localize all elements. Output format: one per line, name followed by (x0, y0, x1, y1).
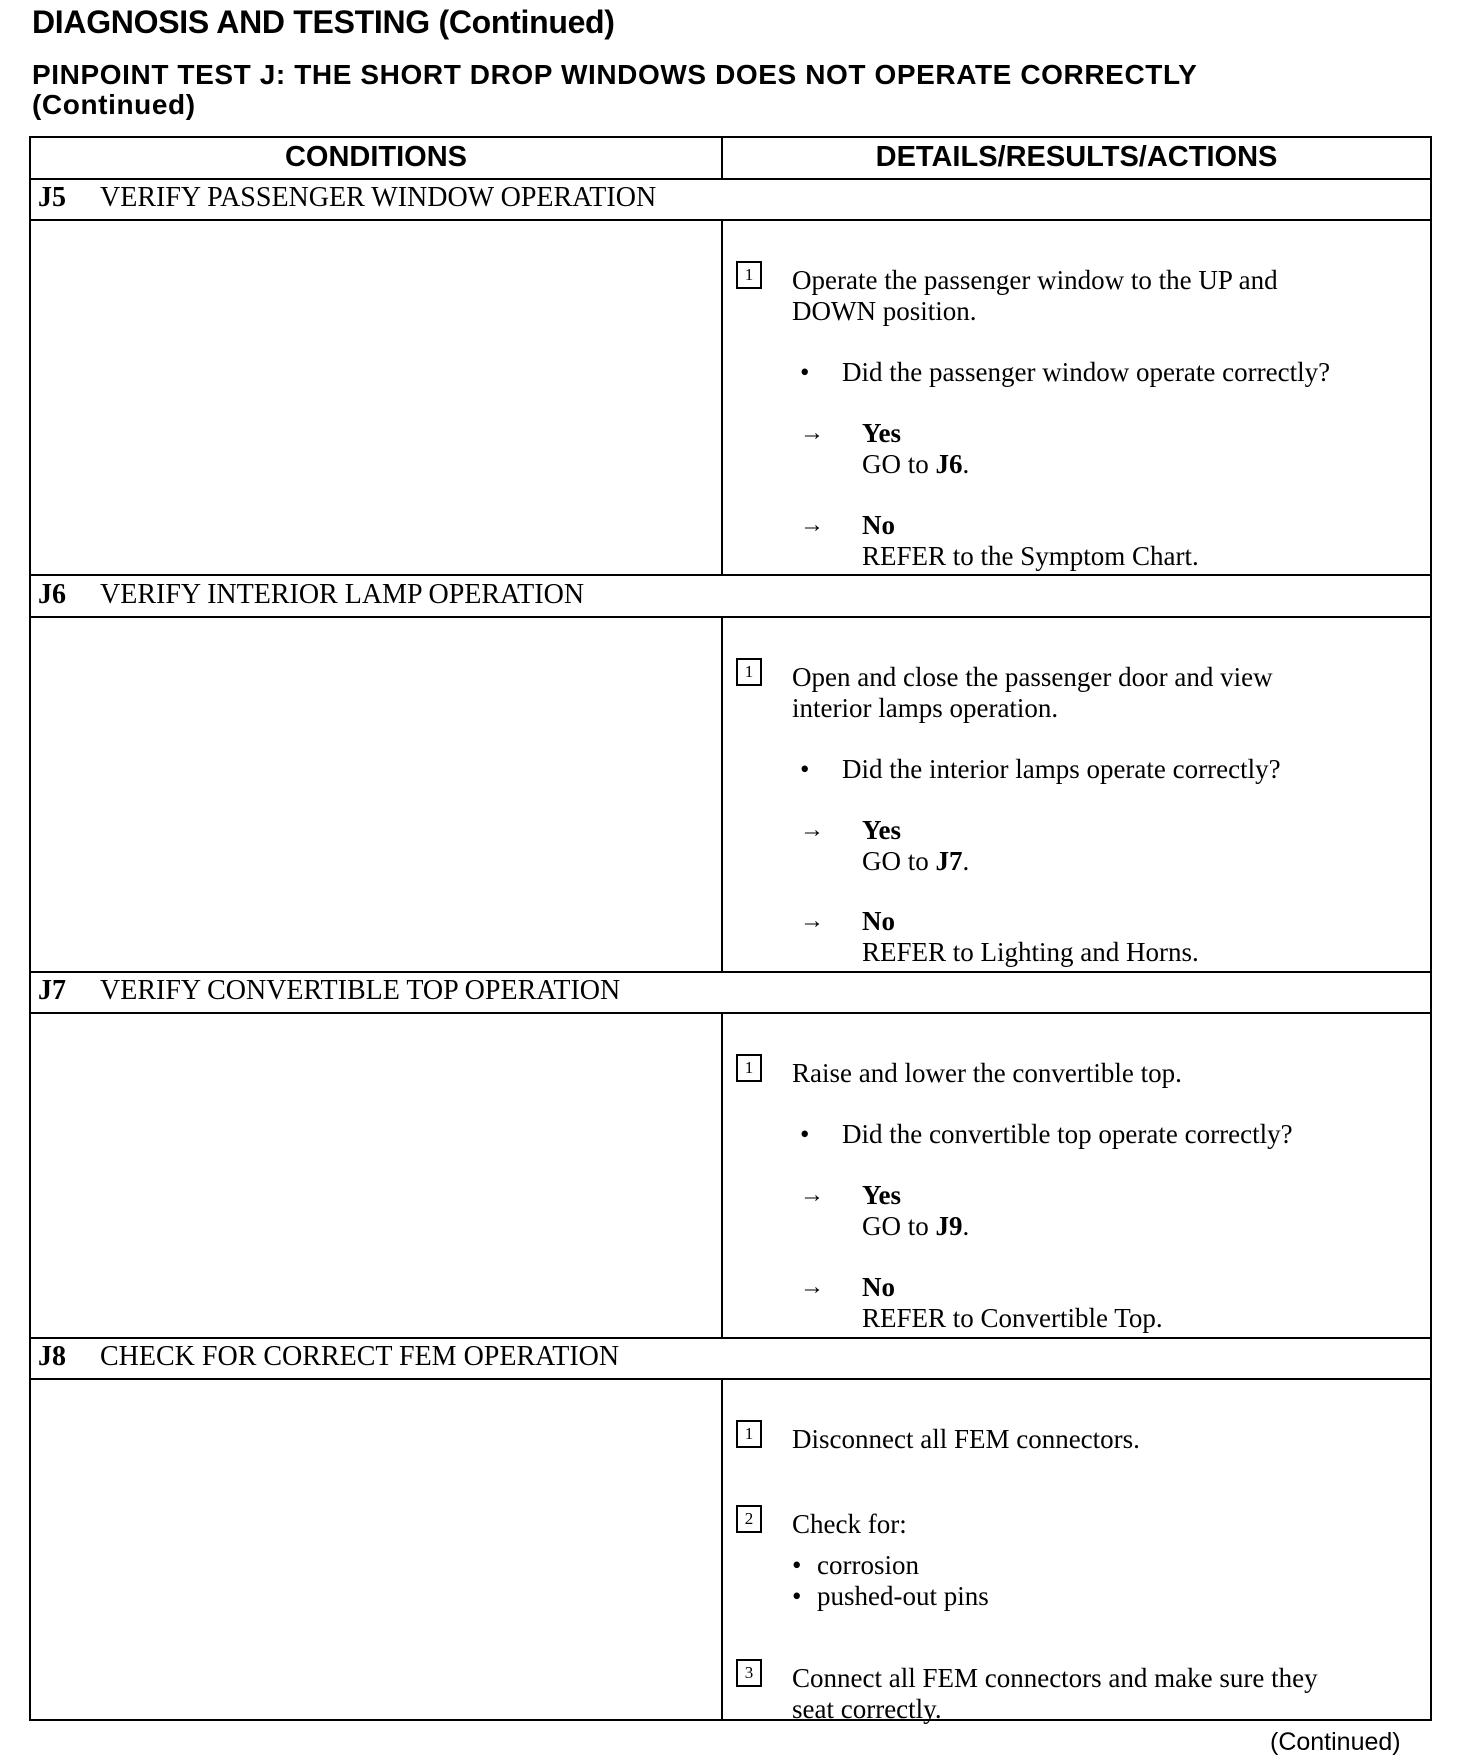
column-divider (721, 219, 723, 574)
action-text-line: Connect all FEM connectors and make sure they (792, 1663, 1318, 1693)
no-action: REFER to the Symptom Chart. (862, 541, 1199, 571)
step-id: J7 (38, 975, 66, 1006)
step-id: J5 (38, 182, 66, 213)
action-text: Check for: (792, 1509, 907, 1539)
column-divider (721, 616, 723, 971)
question-text: Did the convertible top operate correctly? (842, 1119, 1293, 1149)
yes-action: GO to J6. (862, 449, 970, 479)
step-title-j8 (38, 1337, 619, 1377)
yes-label: Yes (862, 418, 901, 448)
arrow-right-icon: → (800, 817, 824, 843)
action-text-line: interior lamps operation. (792, 693, 1059, 723)
action-text-line: DOWN position. (792, 296, 977, 326)
action-text (792, 1663, 1318, 1725)
action-text (792, 265, 1278, 327)
conditions-column-header: CONDITIONS (284, 141, 468, 173)
step-id: J8 (38, 1341, 66, 1372)
no-label: No (862, 906, 895, 936)
step-title-text: VERIFY INTERIOR LAMP OPERATION (100, 579, 585, 610)
no-label: No (862, 510, 895, 540)
action-number-box: 2 (736, 1505, 762, 1533)
step-title-j6 (38, 575, 584, 615)
continued-footer: (Continued) (1270, 1728, 1401, 1756)
arrow-right-icon: → (800, 512, 824, 538)
goto-step-link[interactable]: J6 (935, 449, 963, 479)
arrow-right-icon: → (800, 420, 824, 446)
step-title-text: CHECK FOR CORRECT FEM OPERATION (100, 1341, 620, 1372)
row-rule (29, 616, 1432, 618)
column-divider (721, 1012, 723, 1337)
no-result (862, 510, 1199, 572)
pinpoint-test-title (32, 60, 1197, 120)
action-text: Raise and lower the convertible top. (792, 1058, 1182, 1088)
yes-label: Yes (862, 1180, 901, 1210)
row-rule (29, 219, 1432, 221)
row-rule (29, 1378, 1432, 1380)
check-item: pushed-out pins (817, 1581, 989, 1611)
step-title-j5 (38, 178, 656, 218)
arrow-right-icon: → (800, 1274, 824, 1300)
action-number-box: 1 (736, 261, 762, 289)
arrow-right-icon: → (800, 1182, 824, 1208)
bullet-icon: • (800, 754, 810, 784)
yes-result (862, 815, 969, 877)
no-result (862, 906, 1199, 968)
action-text-line: Open and close the passenger door and view (792, 662, 1273, 692)
column-divider (721, 1378, 723, 1720)
action-number-box: 1 (736, 1420, 762, 1448)
action-number-box: 3 (736, 1659, 762, 1687)
bullet-icon: • (792, 1581, 802, 1611)
bullet-icon: • (800, 1119, 810, 1149)
goto-step-link[interactable]: J9 (935, 1211, 963, 1241)
yes-result (862, 418, 969, 480)
no-action: REFER to Convertible Top. (862, 1303, 1163, 1333)
no-result (862, 1272, 1163, 1334)
page-title: DIAGNOSIS AND TESTING (Continued) (32, 4, 615, 40)
action-number-box: 1 (736, 658, 762, 686)
step-title-text: VERIFY PASSENGER WINDOW OPERATION (100, 182, 657, 213)
yes-result (862, 1180, 969, 1242)
yes-action: GO to J9. (862, 1211, 970, 1241)
question-text: Did the passenger window operate correctly? (842, 357, 1331, 387)
action-number-box: 1 (736, 1054, 762, 1082)
step-title-j7 (38, 971, 620, 1011)
action-text-line: Operate the passenger window to the UP and (792, 265, 1278, 295)
check-item: corrosion (817, 1550, 919, 1580)
action-text-line: seat correctly. (792, 1694, 942, 1724)
details-column-header: DETAILS/RESULTS/ACTIONS (875, 141, 1278, 173)
goto-step-link[interactable]: J7 (935, 846, 963, 876)
header-column-divider (721, 136, 723, 178)
pinpoint-test-title-line2: (Continued) (32, 89, 196, 120)
no-label: No (862, 1272, 895, 1302)
step-title-text: VERIFY CONVERTIBLE TOP OPERATION (100, 975, 621, 1006)
arrow-right-icon: → (800, 908, 824, 934)
bullet-icon: • (800, 357, 810, 387)
pinpoint-test-title-line1: PINPOINT TEST J: THE SHORT DROP WINDOWS DOES NOT OPERATE CORRECTLY (32, 59, 1198, 90)
no-action: REFER to Lighting and Horns. (862, 937, 1199, 967)
action-text (792, 662, 1273, 724)
step-id: J6 (38, 579, 66, 610)
question-text: Did the interior lamps operate correctly? (842, 754, 1281, 784)
yes-action: GO to J7. (862, 846, 970, 876)
yes-label: Yes (862, 815, 901, 845)
bullet-icon: • (792, 1550, 802, 1580)
row-rule (29, 1012, 1432, 1014)
action-text: Disconnect all FEM connectors. (792, 1424, 1140, 1454)
